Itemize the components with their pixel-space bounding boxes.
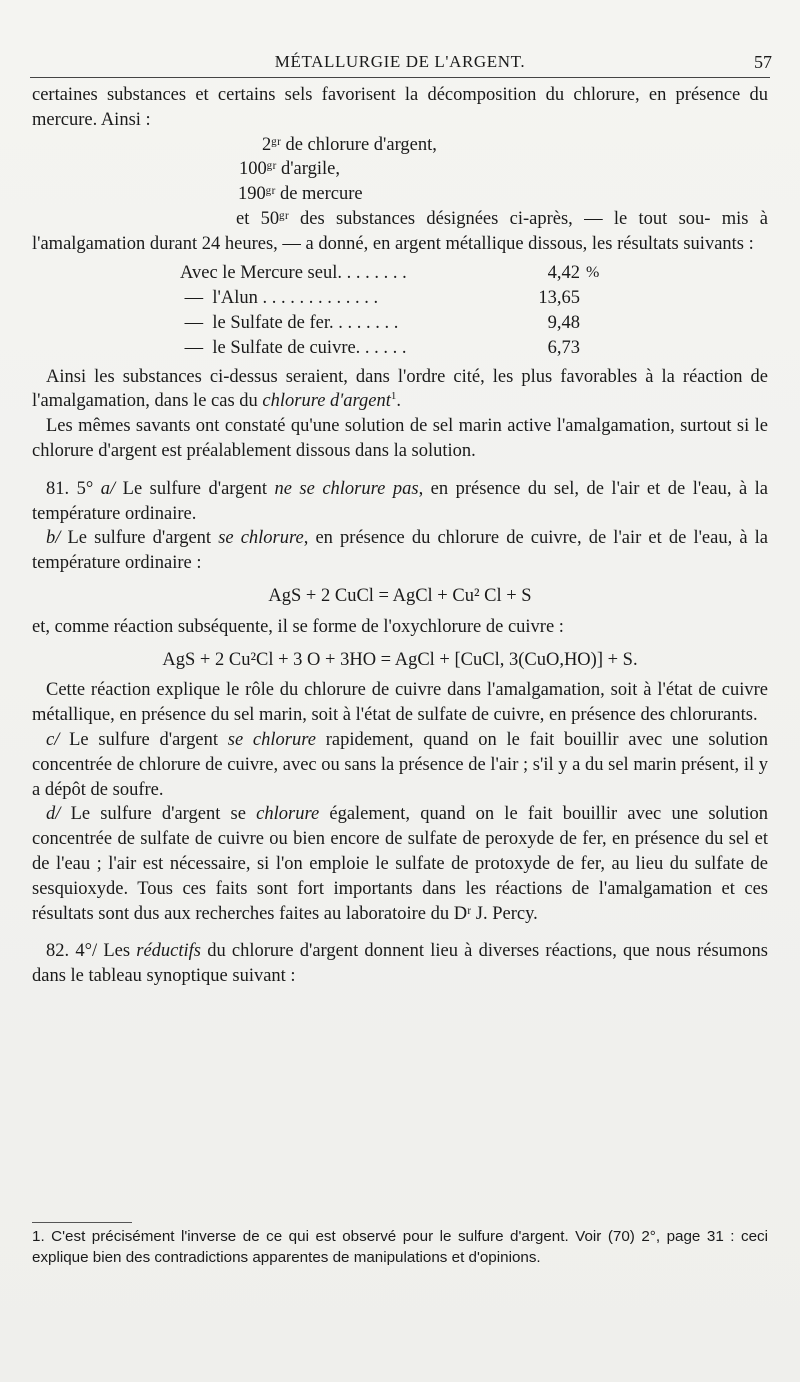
table-row-label: — le Sulfate de cuivre. . . . . . bbox=[180, 337, 407, 358]
table-row-unit: % bbox=[586, 263, 600, 281]
equation-1: AgS + 2 CuCl = AgCl + Cu² Cl + S bbox=[268, 585, 532, 606]
paragraph-81c bbox=[32, 728, 768, 802]
paragraph-role-cuivre: Cette réaction explique le rôle du chlorure de cuivre dans l'amalgamation, soit à l'état de cuivre métallique, en présence du sel marin, soit à l'état de sulfate de cuivre, en présence des chlorurants. bbox=[32, 680, 768, 726]
table-row-unit bbox=[580, 336, 616, 361]
text-run: . bbox=[396, 391, 402, 412]
text-run: , en présence du sel, de l'air et de l'eau, à la température ordinaire. bbox=[32, 478, 769, 524]
paragraph-intro: certaines substances et certains sels favorisent la décomposition du chlorure, en présence du mercure. Ainsi : bbox=[32, 85, 768, 130]
footnote-rule bbox=[32, 1222, 132, 1223]
table-row-label: — l'Alun . . . . . . . . . . . . . bbox=[180, 287, 379, 308]
table-row bbox=[180, 336, 680, 361]
text-run: rapidement, quand on le fait bouillir avec une solution concentrée de chlorure de cuivre, avec ou sans la présence de l'air ; s'il y a du sel marin présent, il y a dépôt de soufre. bbox=[32, 729, 769, 800]
table-row-value: 13,65 bbox=[538, 287, 580, 308]
text-run: Ainsi les substances ci-dessus seraient, dans l'ordre cité, les plus favorables à la réaction de l'amalgamation, dans le cas du bbox=[32, 366, 768, 412]
list-line-substances-rest: mis à l'amalgamation durant 24 heures, — a donné, en argent métallique dissous, les résultats suivants : bbox=[32, 208, 768, 254]
table-row bbox=[180, 261, 680, 286]
italic-term: ne se chlorure pas bbox=[274, 478, 419, 499]
table-row-value: 6,73 bbox=[547, 337, 580, 358]
item-letter: b/ bbox=[46, 528, 61, 549]
table-row-label: — le Sulfate de fer. . . . . . . . bbox=[180, 312, 399, 333]
italic-term: chlorure d'argent bbox=[262, 391, 391, 412]
paragraph-81b bbox=[32, 526, 768, 576]
text-run: 82. 4°/ Les bbox=[46, 941, 137, 962]
paragraph-81d bbox=[32, 802, 768, 926]
text-run: Le sulfure d'argent se bbox=[60, 804, 257, 825]
table-row-unit bbox=[580, 286, 616, 311]
item-letter: a/ bbox=[100, 478, 116, 499]
table-row-value: 4,42 bbox=[547, 262, 580, 283]
italic-term: se chlorure bbox=[227, 729, 316, 750]
header-rule bbox=[30, 77, 770, 78]
table-row bbox=[180, 286, 680, 311]
list-line-substances-start: et 50ᵍʳ des substances désignées ci-après, — le tout sou- bbox=[236, 208, 711, 229]
footnote-text: 1. C'est précisément l'inverse de ce qui est observé pour le sulfure d'argent. Voir (70) 2°, page 31 : ceci explique bien des contradictions apparentes de manipulations et d'opinions. bbox=[32, 1228, 768, 1266]
text-run: Le sulfure d'argent bbox=[60, 528, 219, 549]
paragraph-oxychlorure: et, comme réaction subséquente, il se forme de l'oxychlorure de cuivre : bbox=[32, 616, 564, 637]
results-table bbox=[180, 261, 680, 361]
list-line-mercure: 190ᵍʳ de mercure bbox=[238, 184, 363, 205]
paragraph-conclusion bbox=[32, 365, 768, 415]
item-letter: c/ bbox=[46, 729, 60, 750]
text-run: du chlorure d'argent donnent lieu à diverses réactions, que nous résumons dans le tableau synoptique suivant : bbox=[32, 941, 768, 987]
table-row-unit bbox=[580, 311, 616, 336]
italic-term: se chlorure bbox=[218, 528, 304, 549]
table-row-value: 9,48 bbox=[547, 312, 580, 333]
table-row-label: Avec le Mercure seul. . . . . . . . bbox=[180, 262, 407, 283]
item-letter: d/ bbox=[46, 804, 61, 825]
paragraph-sel-marin: Les mêmes savants ont constaté qu'une solution de sel marin active l'amalgamation, surtout si le chlorure d'argent est préalablement dissous dans la solution. bbox=[32, 416, 768, 461]
footnote-ref: 1 bbox=[390, 390, 397, 403]
list-line-argile: 100ᵍʳ d'argile, bbox=[239, 159, 340, 180]
list-line-chlorure: 2ᵍʳ de chlorure d'argent, bbox=[262, 134, 437, 155]
section-number: 81. 5° bbox=[46, 478, 101, 499]
text-run: , en présence du chlorure de cuivre, de l'air et de l'eau, à la température ordinaire : bbox=[32, 528, 768, 574]
text-run: également, quand on le fait bouillir avec une solution concentrée de sulfate de cuivre ou bien encore de sulfate de peroxyde de fer, en présence du sel et de l'eau ; l'air est nécessaire, si l'on emploie le sulfate de protoxyde de fer, au lieu du sulfate de sesquioxyde. Tous ces faits sont fort importants dans les réactions de l'amalgamation et ces résultats sont dus aux recherches faites au laboratoire du Dʳ J. Percy. bbox=[32, 804, 768, 924]
list-line-substances bbox=[32, 207, 768, 257]
page-number: 57 bbox=[754, 52, 772, 72]
table-row bbox=[180, 311, 680, 336]
italic-term: réductifs bbox=[136, 941, 201, 962]
paragraph-82 bbox=[32, 939, 768, 989]
footnote bbox=[32, 1226, 768, 1268]
paragraph-81a bbox=[32, 477, 768, 527]
running-title: MÉTALLURGIE DE L'ARGENT. bbox=[274, 52, 526, 71]
equation-2: AgS + 2 Cu²Cl + 3 O + 3HO = AgCl + [CuCl, 3(CuO,HO)] + S. bbox=[162, 649, 638, 670]
text-run: Le sulfure d'argent bbox=[59, 729, 228, 750]
body-text bbox=[32, 83, 768, 989]
running-header bbox=[0, 52, 800, 76]
text-run: Le sulfure d'argent bbox=[115, 478, 275, 499]
italic-term: chlorure bbox=[256, 804, 320, 825]
